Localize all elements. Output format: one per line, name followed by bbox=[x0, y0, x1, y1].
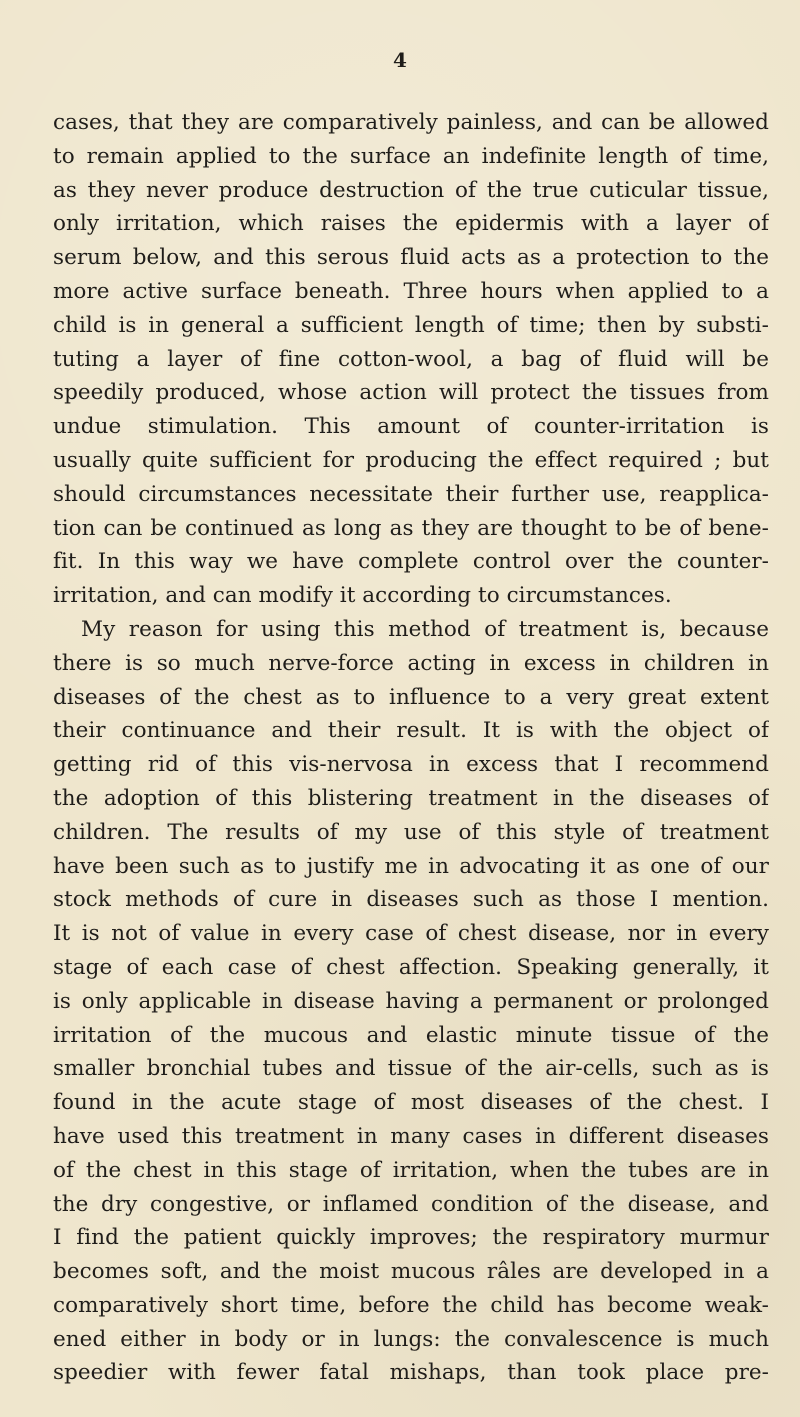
text-line: the adoption of this blistering treatment in the diseases of bbox=[53, 785, 769, 811]
text-line: is only applicable in disease having a permanent or prolonged bbox=[53, 988, 769, 1014]
text-line: diseases of the chest as to influence to a very great extent bbox=[53, 684, 769, 710]
text-line: child is in general a sufficient length of time; then by substi- bbox=[53, 312, 769, 338]
text-line: have been such as to justify me in advocating it as one of our bbox=[53, 853, 769, 879]
text-line: irritation, and can modify it according to circumstances. bbox=[53, 583, 672, 609]
text-line: usually quite sufficient for producing the effect required ; but bbox=[53, 447, 769, 473]
text-line: fit. In this way we have complete control over the counter- bbox=[53, 549, 769, 575]
text-line: speedily produced, whose action will protect the tissues from bbox=[53, 380, 769, 406]
text-line: of the chest in this stage of irritation, when the tubes are in bbox=[53, 1157, 769, 1183]
text-line: their continuance and their result. It is with the object of bbox=[53, 718, 769, 744]
text-line: stock methods of cure in diseases such as those I mention. bbox=[53, 887, 769, 913]
text-line: I find the patient quickly improves; the respiratory murmur bbox=[53, 1225, 769, 1251]
text-line: becomes soft, and the moist mucous râles are developed in a bbox=[53, 1259, 769, 1285]
text-line: stage of each case of chest affection. Speaking generally, it bbox=[53, 954, 769, 980]
text-line: cases, that they are comparatively painless, and can be allowed bbox=[53, 110, 769, 135]
text-line: ened either in body or in lungs: the convalescence is much bbox=[53, 1326, 769, 1352]
text-line: have used this treatment in many cases in different diseases bbox=[53, 1123, 769, 1149]
body-text bbox=[53, 106, 769, 1390]
text-line: children. The results of my use of this style of treatment bbox=[53, 819, 769, 845]
text-line: getting rid of this vis-nervosa in excess that I recommend bbox=[53, 752, 769, 778]
text-line: only irritation, which raises the epidermis with a layer of bbox=[53, 211, 769, 237]
text-line: speedier with fewer fatal mishaps, than took place pre- bbox=[53, 1360, 769, 1386]
text-line: should circumstances necessitate their further use, reapplica- bbox=[53, 481, 769, 507]
text-line: as they never produce destruction of the true cuticular tissue, bbox=[53, 177, 769, 203]
text-line: the dry congestive, or inflamed condition of the disease, and bbox=[53, 1191, 769, 1217]
text-line: tion can be continued as long as they are thought to be of bene- bbox=[53, 515, 769, 541]
text-line: irritation of the mucous and elastic minute tissue of the bbox=[53, 1022, 769, 1048]
page-number: 4 bbox=[393, 48, 407, 72]
text-line: undue stimulation. This amount of counter-irritation is bbox=[53, 414, 769, 440]
text-line: My reason for using this method of treatment is, because bbox=[81, 616, 769, 642]
text-line: to remain applied to the surface an indefinite length of time, bbox=[53, 143, 769, 169]
text-line: more active surface beneath. Three hours when applied to a bbox=[53, 278, 769, 304]
text-line: there is so much nerve-force acting in excess in children in bbox=[53, 650, 769, 676]
text-line: smaller bronchial tubes and tissue of the air-cells, such as is bbox=[53, 1056, 769, 1082]
text-line: found in the acute stage of most diseases of the chest. I bbox=[53, 1090, 769, 1116]
text-line: tuting a layer of fine cotton-wool, a bag of fluid will be bbox=[53, 346, 769, 372]
text-line: serum below, and this serous fluid acts as a protection to the bbox=[53, 245, 769, 271]
text-line: comparatively short time, before the child has become weak- bbox=[53, 1292, 769, 1318]
text-line: It is not of value in every case of chest disease, nor in every bbox=[53, 921, 769, 947]
